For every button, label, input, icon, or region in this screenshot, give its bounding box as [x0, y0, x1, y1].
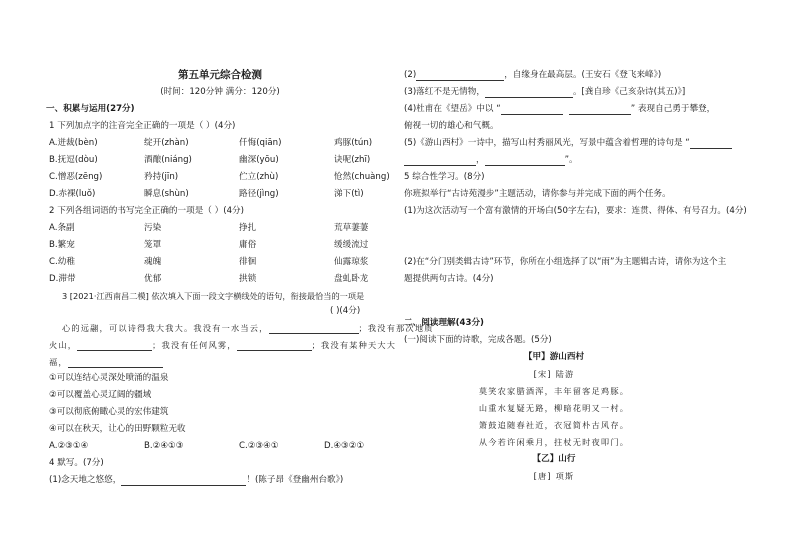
q4-line5: (5)《游山西村》一诗中，描写山村秀丽风光，写景中蕴含着哲理的诗句是 “ — [404, 138, 732, 149]
q4-blank-5[interactable] — [569, 105, 631, 115]
q4-blank-3[interactable] — [485, 88, 573, 98]
q3-statement-4: ④可以在秋天，让心的田野颗粒无收 — [49, 424, 186, 434]
blank-3[interactable] — [237, 341, 312, 351]
q3-statement-1: ①可以连结心灵深处喷涌的温泉 — [49, 373, 169, 383]
poem1-author: [宋] 陆游 — [533, 369, 575, 379]
q4-blank-1[interactable] — [121, 476, 246, 486]
q5-task-2-line1: (2)在“分门别类辑古诗”环节，你所在小组选择了以“雨”为主题辑古诗，请你为这个主 — [404, 257, 727, 267]
q5-task-2-line2: 题提供两句古诗。(4分) — [404, 274, 494, 284]
reading-intro: (一)阅读下面的诗歌，完成各题。(5分) — [404, 335, 552, 345]
poem1-line-1: 莫笑农家腊酒浑，丰年留客足鸡豚。 — [478, 386, 630, 396]
poem1-line-4: 从今若许闲乘月，拄杖无时夜叩门。 — [478, 437, 630, 447]
q3-passage-line2: 火山， ；我没有任何风雾， ；我没有某种天大大 — [49, 340, 397, 350]
q4-line4-cont: 俯视一切的雄心和气概。 — [404, 121, 499, 131]
section1-heading: 一、积累与运用(27分) — [46, 104, 135, 114]
q3-choice-a[interactable]: A.②③①④ — [49, 441, 89, 451]
q5-task-1: (1)为这次活动写一个富有激情的开场白(50字左右)，要求：连贯、得体、有号召力。(4分) — [404, 206, 747, 216]
poem1-line-2: 山重水复疑无路，柳暗花明又一村。 — [478, 403, 630, 413]
q4-blank-2[interactable] — [416, 71, 504, 81]
exam-meta: (时间：120分钟 满分：120分) — [160, 87, 280, 97]
blank-2[interactable] — [77, 341, 152, 351]
blank-1[interactable] — [269, 324, 359, 334]
section2-heading: 二、阅读理解(43分) — [404, 318, 484, 328]
poem2-title: 【乙】山行 — [532, 454, 576, 464]
q5-task-1-answer-area[interactable] — [404, 218, 764, 248]
q4-line5-cont: ， ”。 — [404, 155, 578, 166]
q5-intro: 你班拟举行“古诗苑漫步”主题活动，请你参与并完成下面的两个任务。 — [404, 189, 671, 199]
q3-choice-c[interactable]: C.②③④① — [239, 441, 279, 451]
q2-stem: 2 下列各组词语的书写完全正确的一项是（ ）(4分) — [49, 206, 244, 216]
q3-choice-b[interactable]: B.②④①③ — [144, 441, 184, 451]
q4-blank-8[interactable] — [485, 156, 565, 166]
poem2-author: [唐] 项斯 — [533, 471, 575, 481]
q3-passage-line3: 福， — [49, 357, 163, 368]
q3-stem: 3 [2021·江西南昌二模] 依次填入下面一段文字横线处的语句，衔接最恰当的一项是 — [62, 291, 365, 301]
q4-line3: (3)落红不是无情物， 。[龚自珍《己亥杂诗(其五)》] — [404, 87, 686, 97]
q5-task-2-answer-area[interactable] — [404, 286, 764, 314]
q3-passage-line1: 心的远翮，可以诗得我大我大。我没有一水当云， ；我没有那次地质 — [62, 323, 434, 333]
poem1-line-3: 箫鼓追随春社近，衣冠简朴古风存。 — [478, 420, 630, 430]
q4-line2: (2) ，自缘身在最高层。(王安石《登飞来峰》) — [404, 70, 662, 80]
q4-blank-6[interactable] — [690, 139, 732, 149]
q4-line1: (1)念天地之悠悠， ！(陈子昂《登幽州台歌》) — [49, 475, 344, 485]
q4-line4: (4)杜甫在《望岳》中以 “ ” 表现自己勇于攀登， — [404, 104, 716, 114]
blank-4[interactable] — [68, 358, 163, 368]
q4-blank-7[interactable] — [404, 156, 476, 166]
q3-points: ( )(4分) — [330, 306, 361, 316]
poem1-title: 【甲】游山西村 — [523, 352, 585, 362]
q4-stem: 4 默写。(7分) — [49, 458, 104, 468]
q3-statement-3: ③可以彻底俯瞰心灵的宏伟建筑 — [49, 407, 169, 417]
q4-blank-4[interactable] — [501, 105, 563, 115]
q3-statement-2: ②可以覆盖心灵辽阔的疆域 — [49, 390, 152, 400]
q5-stem: 5 综合性学习。(8分) — [404, 172, 485, 182]
q1-stem: 1 下列加点字的注音完全正确的一项是（ ）(4分) — [49, 121, 236, 131]
q3-choice-d[interactable]: D.④③②① — [324, 441, 365, 451]
page-title: 第五单元综合检测 — [178, 69, 262, 81]
